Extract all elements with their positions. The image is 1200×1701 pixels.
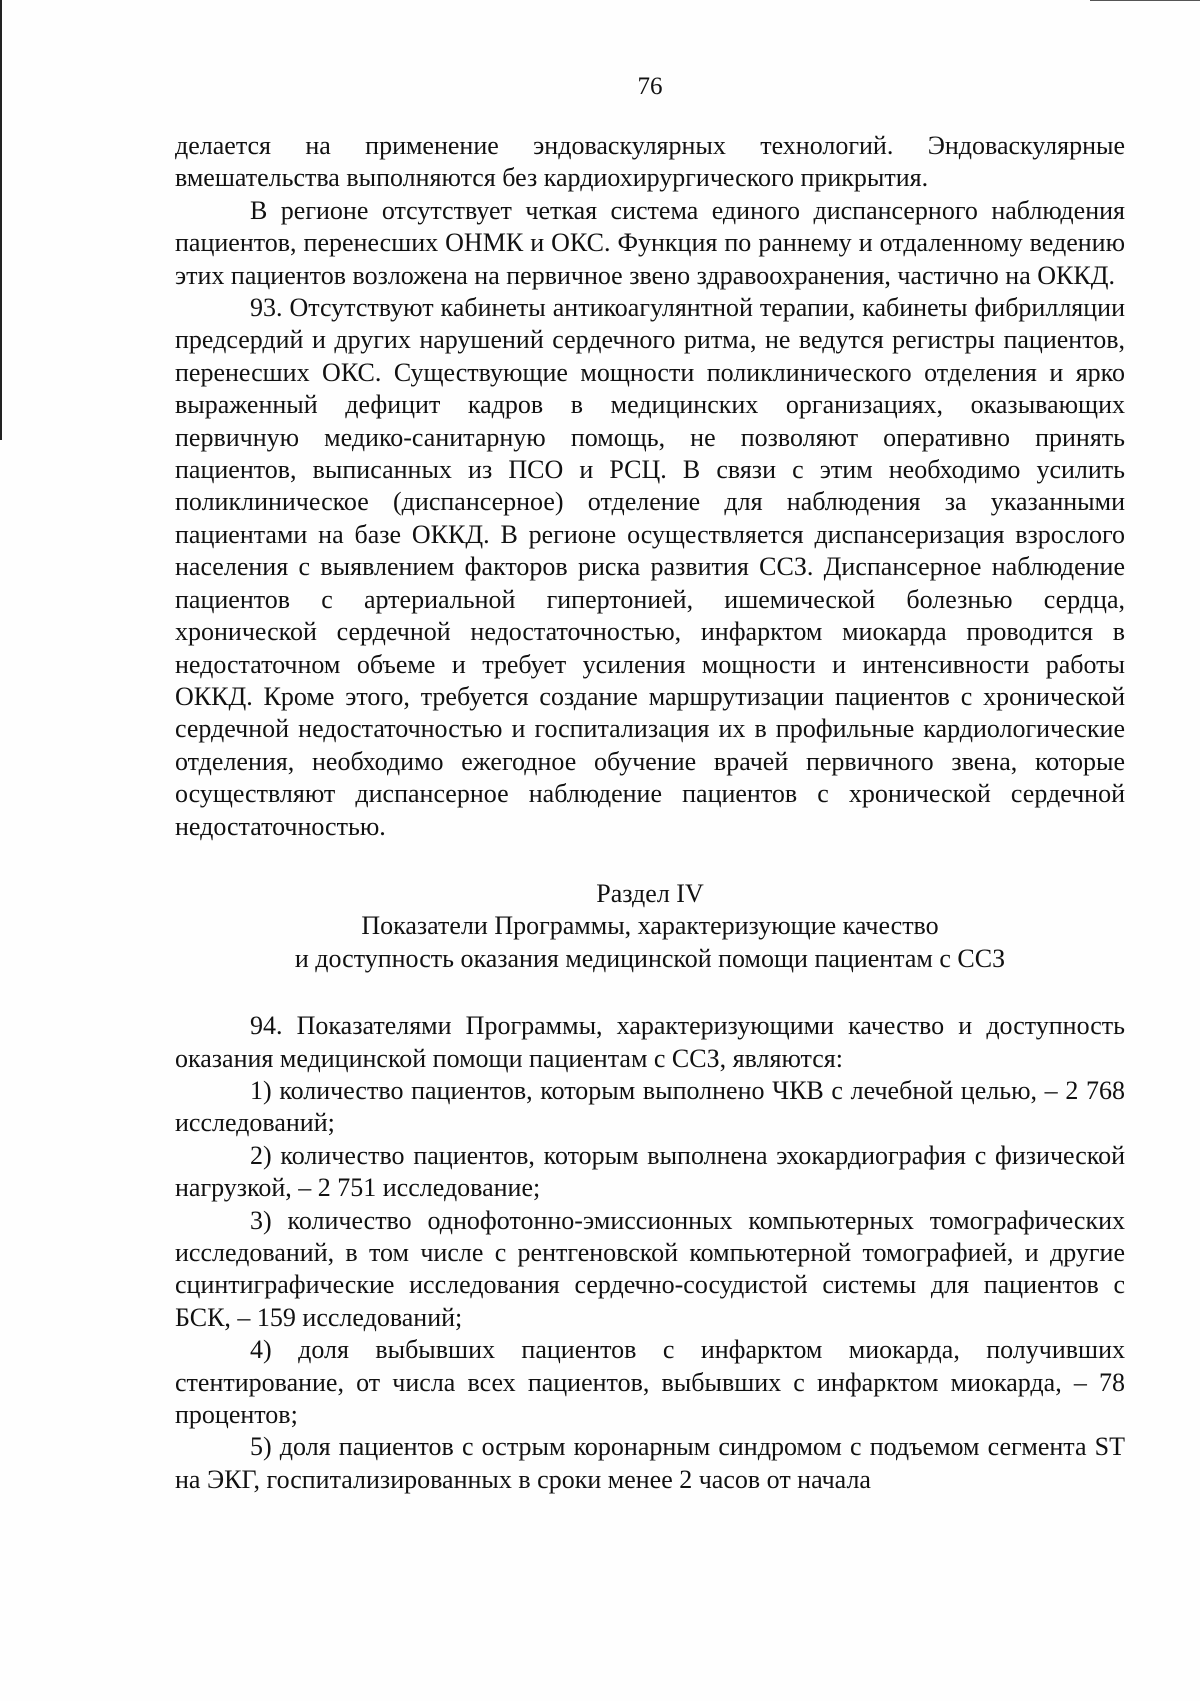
list-item: 5) доля пациентов с острым коронарным синдромом с подъемом сегмента ST на ЭКГ, госпитализированных в сроки менее 2 часов от начала (175, 1432, 1125, 1494)
page-number: 76 (637, 73, 663, 100)
paragraph-93: 93. Отсутствуют кабинеты антикоагулянтной терапии, кабинеты фибрилляции предсердий и других нарушений сердечного ритма, не ведутся регистры пациентов, перенесших ОКС. Существующие мощности поликлинического отделения и ярко выраженный дефицит кадров в медицинских организациях, оказывающих первичную медико-санитарную помощь, не позволяют оперативно принять пациентов, выписанных из ПСО и РСЦ. В связи с этим необходимо усилить поликлиническое (диспансерное) отделение для наблюдения за указанными пациентами на базе ОККД. В регионе осуществляется диспансеризация взрослого населения с выявлением факторов риска развития ССЗ. Диспансерное наблюдение пациентов с артериальной гипертонией, ишемической болезнью сердца, хронической сердечной недостаточностью, инфарктом миокарда проводится в недостаточном объеме и требует усиления мощности и интенсивности работы ОККД. Кроме этого, требуется создание маршрутизации пациентов с хронической сердечной недостаточностью и госпитализация их в профильные кардиологические отделения, необходимо ежегодное обучение врачей первичного звена, которые осуществляют диспансерное наблюдение пациентов с хронической сердечной недостаточностью. (175, 293, 1125, 841)
document-body (175, 130, 1125, 1496)
section-number: Раздел IV (596, 878, 704, 908)
paragraph: делается на применение эндоваскулярных технологий. Эндоваскулярные вмешательства выполняются без кардиохирургического прикрытия. (175, 131, 1125, 193)
list-item: 3) количество однофотонно-эмиссионных компьютерных томографических исследований, в том числе с рентгеновской компьютерной томографией, и другие сцинтиграфические исследования сердечно-сосудистой системы для пациентов с БСК, – 159 исследований; (175, 1205, 1125, 1332)
section-title-line-2: и доступность оказания медицинской помощи пациентам с ССЗ (294, 943, 1006, 973)
scan-edge-mark (0, 0, 2, 440)
list-item: 1) количество пациентов, которым выполнено ЧКВ с лечебной целью, – 2 768 исследований; (175, 1075, 1125, 1138)
list-item: 2) количество пациентов, которым выполнена эхокардиография с физической нагрузкой, – 2 751 исследование; (175, 1140, 1125, 1203)
section-title-line-1: Показатели Программы, характеризующие качество (361, 911, 939, 941)
paragraph-94: 94. Показателями Программы, характеризующими качество и доступность оказания медицинской помощи пациентам с ССЗ, являются: (175, 1011, 1125, 1073)
paragraph: В регионе отсутствует четкая система единого диспансерного наблюдения пациентов, перенесших ОНМК и ОКС. Функция по раннему и отдаленному ведению этих пациентов возложена на первичное звено здравоохранения, частично на ОККД. (175, 195, 1125, 290)
section-heading (175, 878, 1125, 975)
list-item: 4) доля выбывших пациентов с инфарктом миокарда, получивших стентирование, от числа всех пациентов, выбывших с инфарктом миокарда, – 78 процентов; (175, 1335, 1125, 1430)
scan-edge-mark (1090, 0, 1200, 1)
